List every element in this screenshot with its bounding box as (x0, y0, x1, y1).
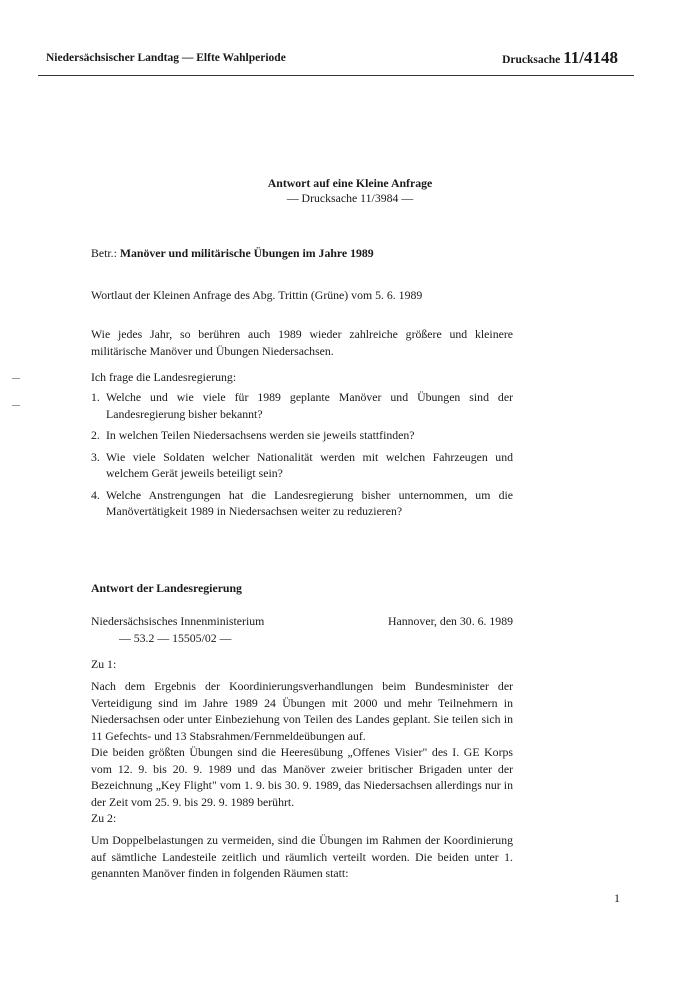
drucksache-label: Drucksache (502, 54, 561, 66)
ministry: Niedersächsisches Innenministerium (91, 614, 265, 628)
wortlaut: Wortlaut der Kleinen Anfrage des Abg. Trittin (Grüne) vom 5. 6. 1989 (91, 288, 423, 302)
zu2-paragraph1: Um Doppelbelastungen zu vermeiden, sind die Übungen im Rahmen der Koordinierung auf sämtliche Landesteile zeitlich und räumlich verteilt worden. Die beiden unter 1. genannten Manöver finden in folgenden Räumen statt: (91, 833, 513, 880)
title-line2: — Drucksache 11/3984 — (286, 191, 414, 205)
question-text: Wie viele Soldaten welcher Nationalität werden mit welchen Fahrzeugen und welchem Gerät jeweils beteiligt sein? (106, 449, 513, 480)
intro-paragraph: Wie jedes Jahr, so berühren auch 1989 wieder zahlreiche größere und kleinere militärische Manöver und Übungen Niedersachsen. (91, 327, 513, 358)
drucksache-number: 11/4148 (563, 48, 618, 67)
zu1-paragraph1: Nach dem Ergebnis der Koordinierungsverhandlungen beim Bundesminister der Verteidigung sind im Jahre 1989 24 Übungen mit 2000 und mehr Teilnehmern in Niedersachsen oder unter Einbeziehung von Teilen des Landes geplant. Sie teilen sich in 11 Gefechts- und 13 Stabsrahmen/Fernmeldeübungen auf. (91, 679, 513, 743)
header-right (502, 48, 618, 68)
header-left: Niedersächsischer Landtag — Elfte Wahlperiode (46, 52, 286, 64)
margin-mark (12, 378, 20, 379)
question-item (91, 427, 513, 444)
document-title (200, 176, 500, 206)
zu1-paragraph2: Die beiden größten Übungen sind die Heeresübung „Offenes Visier" des I. GE Korps vom 12. 9. bis 20. 9. 1989 und das Manöver zweier britischer Brigaden unter der Bezeichnung „Key Flight" vom 1. 9. bis 30. 9. 1989, das Niedersachsen allerdings nur in der Zeit vom 25. 9. bis 29. 9. 1989 berührt. (91, 745, 513, 809)
header-rule (38, 75, 634, 76)
page-number: 1 (614, 891, 620, 905)
answer-meta (91, 613, 513, 646)
margin-mark (12, 405, 20, 406)
question-text: In welchen Teilen Niedersachsens werden sie jeweils stattfinden? (106, 428, 415, 442)
title-line1: Antwort auf eine Kleine Anfrage (267, 176, 433, 190)
zu2-heading: Zu 2: (91, 811, 117, 825)
question-item (91, 449, 513, 482)
question-number: 4. (91, 487, 100, 502)
place-date: Hannover, den 30. 6. 1989 (387, 614, 513, 628)
question-number: 3. (91, 449, 100, 464)
betr-prefix: Betr.: (91, 246, 117, 260)
zu1-heading: Zu 1: (91, 657, 117, 671)
question-text: Welche und wie viele für 1989 geplante Manöver und Übungen sind der Landesregierung bisher bekannt? (106, 390, 513, 421)
reference-number: — 53.2 — 15505/02 — (119, 630, 232, 645)
ministry-row (91, 613, 513, 630)
question-text: Welche Anstrengungen hat die Landesregierung bisher unternommen, um die Manövertätigkeit 1989 in Niedersachsen weiter zu reduzieren? (106, 487, 513, 518)
betr-subject: Manöver und militärische Übungen im Jahre 1989 (119, 246, 374, 260)
betr-line (91, 245, 513, 262)
question-item (91, 487, 513, 520)
answer-heading: Antwort der Landesregierung (91, 581, 242, 595)
question-item (91, 389, 513, 422)
question-list (91, 389, 513, 525)
frage-intro: Ich frage die Landesregierung: (91, 370, 237, 384)
question-number: 1. (91, 390, 100, 404)
question-number: 2. (91, 428, 100, 442)
